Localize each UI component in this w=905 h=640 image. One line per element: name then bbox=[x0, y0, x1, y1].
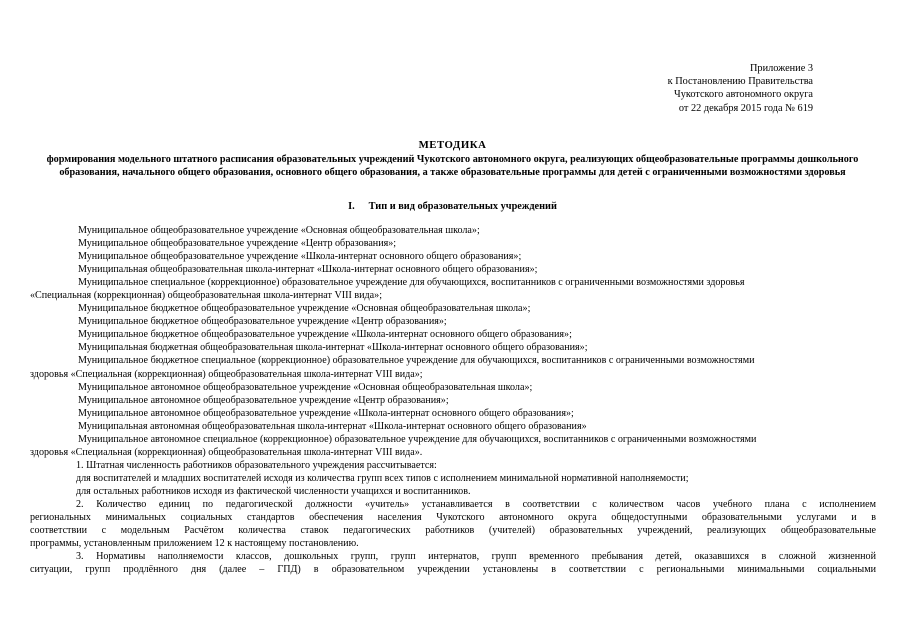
institution-line: здоровья «Специальная (коррекционная) общеобразовательная школа-интернат VIII вида». bbox=[30, 446, 423, 458]
institution-line: здоровья «Специальная (коррекционная) общеобразовательная школа-интернат VIII вида»; bbox=[30, 368, 423, 380]
clause-3-line: 3. Нормативы наполняемости классов, дошкольных групп, групп интернатов, групп временного пребывания детей, оказавшихся в сложной жизненной bbox=[76, 551, 876, 563]
institution-line: Муниципальное бюджетное общеобразовательное учреждение «Школа-интернат основного общего образования»; bbox=[78, 329, 572, 341]
institution-line: «Специальная (коррекционная) общеобразовательная школа-интернат VIII вида»; bbox=[30, 290, 382, 302]
institution-line: Муниципальное бюджетное общеобразовательное учреждение «Основная общеобразовательная школа»; bbox=[78, 303, 531, 315]
institution-line: Муниципальное специальное (коррекционное) образовательное учреждение для обучающихся, воспитанников с ограниченными возможностями здоровья bbox=[78, 277, 745, 289]
document-title: МЕТОДИКА bbox=[418, 139, 487, 151]
institution-line: Муниципальное бюджетное общеобразовательное учреждение «Центр образования»; bbox=[78, 316, 447, 328]
appendix-reference bbox=[668, 62, 813, 115]
clause-1-heading: 1. Штатная численность работников образовательного учреждения рассчитывается: bbox=[76, 459, 437, 471]
clause-2-line: региональных минимальных социальных стандартов обеспечения населения Чукотского автономного округа общедоступными образовательными услугами и в bbox=[30, 512, 876, 524]
appendix-line: от 22 декабря 2015 года № 619 bbox=[678, 102, 813, 114]
institution-line: Муниципальное бюджетное специальное (коррекционное) образовательное учреждение для обучающихся, воспитанников с ограниченными возможностями bbox=[78, 355, 755, 367]
clause-2-line: соответствии с модельным Расчётом количества ставок педагогических работников (учителей) образовательных учреждений, реализующих общеобразовательные bbox=[30, 525, 876, 537]
section-title: Тип и вид образовательных учреждений bbox=[368, 201, 557, 212]
institution-line: Муниципальное общеобразовательное учреждение «Школа-интернат основного общего образования»; bbox=[78, 251, 522, 263]
document-subtitle: формирования модельного штатного расписания образовательных учреждений Чукотского автономного округа, реализующих общеобразовательные программы дошкольного образования, начального общего образования, основного общего образования, а также образовательные программы для детей с ограниченными возможностями здоровья bbox=[46, 154, 859, 178]
institution-line: Муниципальное автономное общеобразовательное учреждение «Центр образования»; bbox=[78, 394, 449, 406]
institution-line: Муниципальная бюджетная общеобразовательная школа-интернат «Школа-интернат основного общего образования»; bbox=[78, 342, 588, 354]
clause-2-line: программы, установленным приложением 12 к настоящему постановлению. bbox=[30, 538, 359, 550]
appendix-line: Чукотского автономного округа bbox=[674, 89, 813, 101]
institution-line: Муниципальное общеобразовательное учреждение «Основная общеобразовательная школа»; bbox=[78, 225, 480, 236]
clause-3-line: ситуации, групп продлённого дня (далее – ГПД) в образовательном учреждении установлены в соответствии с региональными минимальными социальными bbox=[30, 564, 876, 576]
institution-line: Муниципальная автономная общеобразовательная школа-интернат «Школа-интернат основного общего образования» bbox=[78, 420, 587, 432]
appendix-line: Приложение 3 bbox=[750, 63, 813, 74]
institution-line: Муниципальное автономное общеобразовательное учреждение «Основная общеобразовательная школа»; bbox=[78, 381, 533, 393]
clause-1-item: для воспитателей и младших воспитателей исходя из количества групп всех типов с исполнением минимальной нормативной наполняемости; bbox=[76, 472, 689, 484]
appendix-line: к Постановлению Правительства bbox=[667, 76, 813, 88]
clause-2-line: 2. Количество единиц по педагогической должности «учитель» устанавливается в соответствии с количеством часов учебного плана с исполнением bbox=[76, 498, 876, 510]
institution-line: Муниципальная общеобразовательная школа-интернат «Школа-интернат основного общего образования»; bbox=[78, 264, 538, 276]
section-number: I. bbox=[348, 201, 355, 212]
institution-line: Муниципальное автономное специальное (коррекционное) образовательное учреждение для обучающихся, воспитанников с ограниченными возможностями bbox=[78, 433, 757, 445]
institution-line: Муниципальное автономное общеобразовательное учреждение «Школа-интернат основного общего образования»; bbox=[78, 407, 574, 419]
institution-line: Муниципальное общеобразовательное учреждение «Центр образования»; bbox=[78, 238, 397, 250]
clause-1-item: для остальных работников исходя из фактической численности учащихся и воспитанников. bbox=[76, 485, 471, 497]
section-heading bbox=[0, 201, 905, 212]
document-body bbox=[30, 224, 876, 576]
